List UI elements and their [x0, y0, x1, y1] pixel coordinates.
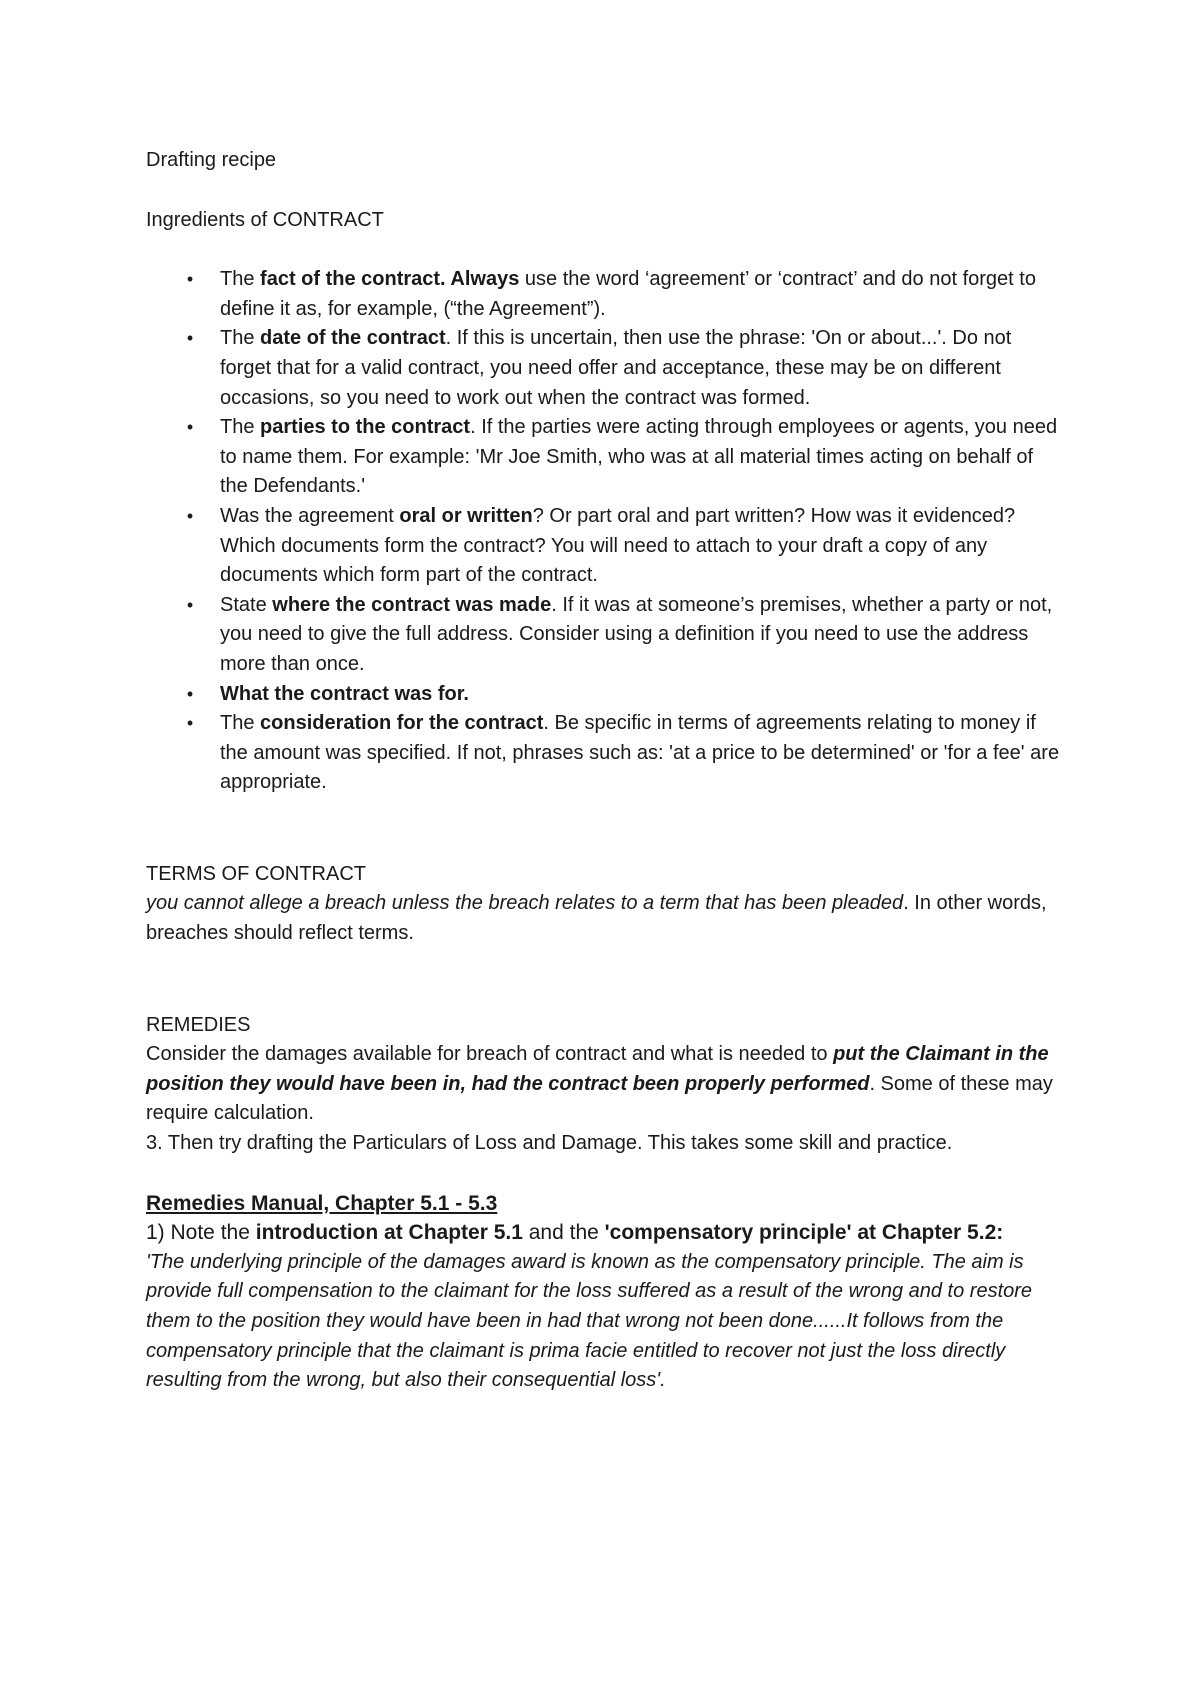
ingredients-list [146, 265, 1066, 798]
bullet-icon: • [186, 683, 194, 704]
manual-quote: 'The underlying principle of the damages award is known as the compensatory principle. The aim is provide full compensation to the claimant for the loss suffered as a result of the wrong and to restore them to the position they would have been in had that wrong not been done......It follows from the compensatory principle that the claimant is prima facie entitled to recover not just the loss directly resulting from the wrong, but also their consequential loss'. [146, 1250, 1033, 1392]
bullet-icon: • [186, 417, 194, 438]
remedies-step-3: 3. Then try drafting the Particulars of Loss and Damage. This takes some skill and practice. [146, 1132, 953, 1155]
list-item: • The consideration for the contract. Be specific in terms of agreements relating to money if the amount was specified. If not, phrases such as: 'at a price to be determined' or 'for a fee' are appropriate. [146, 709, 1066, 798]
remedies-paragraph: Consider the damages available for breach of contract and what is needed to put the Claimant in the position they would have been in, had the contract been properly performed. Some of these may require calculation. [146, 1043, 1053, 1125]
manual-heading: Remedies Manual, Chapter 5.1 - 5.3 [146, 1191, 498, 1215]
remedies-heading: REMEDIES [146, 1013, 251, 1036]
bullet-icon: • [186, 594, 194, 615]
document-title: Drafting recipe [146, 149, 277, 171]
list-item: • The fact of the contract. Always use the word ‘agreement’ or ‘contract’ and do not forget to define it as, for example, (“the Agreement”). [146, 265, 1066, 324]
bullet-icon: • [186, 713, 194, 734]
manual-note: 1) Note the introduction at Chapter 5.1 and the 'compensatory principle' at Chapter 5.2: [146, 1221, 1004, 1245]
section-subtitle: Ingredients of CONTRACT [146, 208, 384, 231]
terms-paragraph: you cannot allege a breach unless the breach relates to a term that has been pleaded. In other words, breaches should reflect terms. [146, 892, 1047, 945]
bullet-icon: • [186, 328, 194, 349]
list-item: • The date of the contract. If this is uncertain, then use the phrase: 'On or about...'. Do not forget that for a valid contract, you need offer and acceptance, these may be on different occasions, so you need to work out when the contract was formed. [146, 324, 1066, 413]
bullet-icon: • [186, 505, 194, 526]
list-item: • State where the contract was made. If it was at someone’s premises, whether a party or not, you need to give the full address. Consider using a definition if you need to use the address more than once. [146, 591, 1066, 680]
list-item: • What the contract was for. [146, 680, 1066, 710]
list-item: • The parties to the contract. If the parties were acting through employees or agents, you need to name them. For example: 'Mr Joe Smith, who was at all material times acting on behalf of the Defendants.' [146, 413, 1066, 502]
document-body [146, 146, 1066, 1396]
list-item: • Was the agreement oral or written? Or part oral and part written? How was it evidenced? Which documents form the contract? You will need to attach to your draft a copy of any documents which form part of the contract. [146, 502, 1066, 591]
terms-heading: TERMS OF CONTRACT [146, 862, 366, 885]
bullet-icon: • [186, 269, 194, 290]
